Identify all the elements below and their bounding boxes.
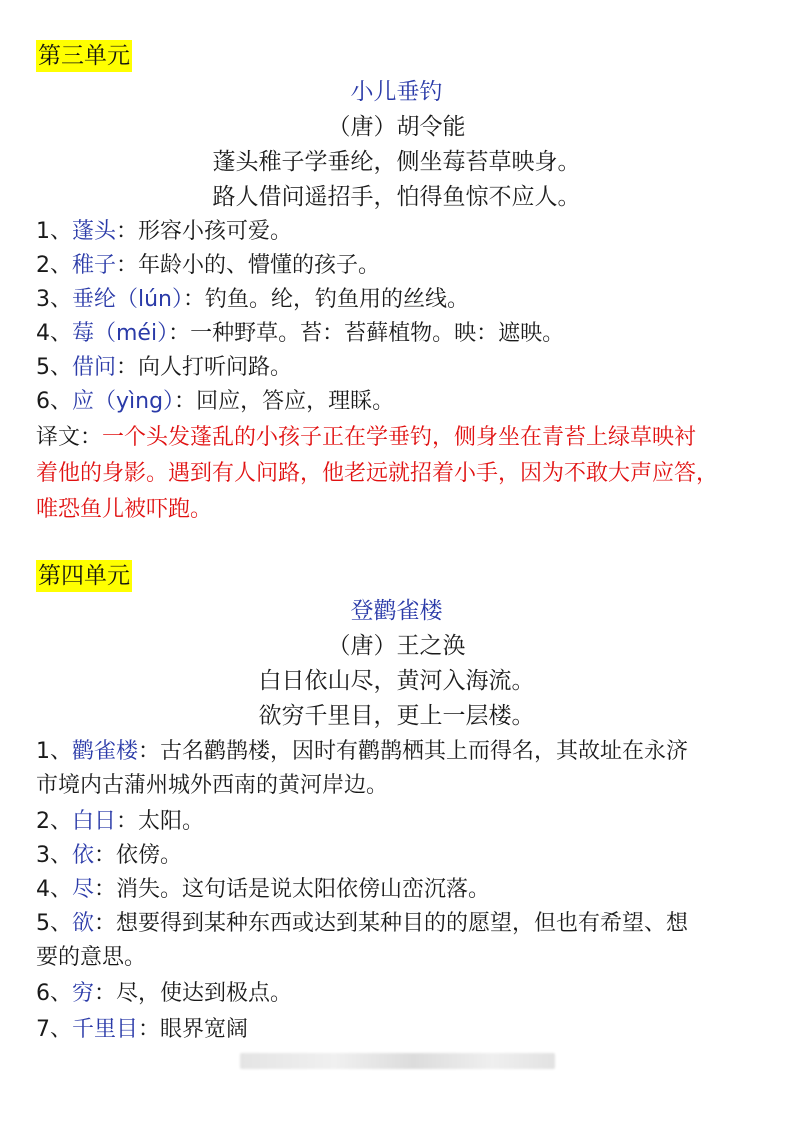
note-number: 5、 xyxy=(36,911,72,936)
note-text: 依傍。 xyxy=(116,843,183,868)
note-number: 3、 xyxy=(36,843,72,868)
unit3-note-3 xyxy=(36,282,766,318)
blurred-watermark xyxy=(240,1053,555,1069)
unit3-poem-line-1: 蓬头稚子学垂纶，侧坐莓苔草映身。 xyxy=(212,149,581,175)
note-number: 5、 xyxy=(36,355,72,380)
note-term: 莓（méi） xyxy=(72,321,169,346)
note-text: 想要得到某种东西或达到某种目的的愿望，但也有希望、想 xyxy=(116,911,689,936)
note-sep: ： xyxy=(116,809,139,834)
unit4-note-7-clipped xyxy=(36,1012,436,1042)
unit3-translation-line-2: 着他的身影。遇到有人问路，他老远就招着小手，因为不敢大声应答， xyxy=(36,461,719,486)
unit4-poem-title: 登鹳雀楼 xyxy=(350,598,443,624)
unit3-note-4 xyxy=(36,316,766,352)
note-text: 眼界宽阔 xyxy=(160,1017,249,1042)
unit4-note-1 xyxy=(36,734,766,770)
note-term: 穷 xyxy=(72,981,95,1006)
note-number: 1、 xyxy=(36,739,72,764)
note-term: 千里目 xyxy=(72,1017,139,1042)
note-term: 蓬头 xyxy=(72,219,117,244)
note-sep: ： xyxy=(183,287,206,312)
unit4-note-5 xyxy=(36,906,766,942)
unit3-note-5 xyxy=(36,350,766,386)
note-term: 应（yìng） xyxy=(72,389,175,414)
translation-text: 一个头发蓬乱的小孩子正在学垂钓，侧身坐在青苔上绿草映衬 xyxy=(102,425,697,450)
note-number: 4、 xyxy=(36,321,72,346)
note-sep: ： xyxy=(94,911,117,936)
unit4-author: （唐）王之涣 xyxy=(327,633,466,659)
note-number: 1、 xyxy=(36,219,72,244)
note-text: 消失。这句话是说太阳依傍山峦沉落。 xyxy=(116,877,491,902)
note-number: 4、 xyxy=(36,877,72,902)
note-term: 鹳雀楼 xyxy=(72,739,139,764)
unit3-poem-title: 小儿垂钓 xyxy=(350,79,443,105)
note-text: 尽，使达到极点。 xyxy=(116,981,293,1006)
note-sep: ： xyxy=(94,843,117,868)
unit4-note-1-cont: 市境内古蒲州城外西南的黄河岸边。 xyxy=(36,773,389,798)
note-text: 回应，答应，理睬。 xyxy=(196,389,395,414)
note-text: 钓鱼。纶，钓鱼用的丝线。 xyxy=(205,287,470,312)
note-sep: ： xyxy=(168,321,191,346)
translation-label: 译文： xyxy=(36,425,103,450)
note-text: 古名鹳鹊楼，因时有鹳鹊栖其上而得名，其故址在永济 xyxy=(160,739,689,764)
unit3-poem-line-2: 路人借问遥招手，怕得鱼惊不应人。 xyxy=(212,184,581,210)
note-number: 7、 xyxy=(36,1017,72,1042)
unit4-note-3 xyxy=(36,838,766,874)
unit3-note-2 xyxy=(36,248,766,284)
note-number: 2、 xyxy=(36,809,72,834)
unit4-note-7 xyxy=(36,1012,766,1048)
note-text: 太阳。 xyxy=(138,809,205,834)
unit3-note-1 xyxy=(36,214,766,250)
note-text: 向人打听问路。 xyxy=(138,355,293,380)
unit3-translation-line-3: 唯恐鱼儿被吓跑。 xyxy=(36,497,213,522)
note-text: 一种野草。苔：苔藓植物。映：遮映。 xyxy=(190,321,565,346)
unit4-note-5-cont: 要的意思。 xyxy=(36,945,147,970)
note-sep: ： xyxy=(116,355,139,380)
note-text: 形容小孩可爱。 xyxy=(138,219,293,244)
note-sep: ： xyxy=(138,1017,161,1042)
note-sep: ： xyxy=(174,389,197,414)
unit4-poem-line-1: 白日依山尽，黄河入海流。 xyxy=(258,668,535,694)
note-sep: ： xyxy=(138,739,161,764)
note-sep: ： xyxy=(94,877,117,902)
note-number: 6、 xyxy=(36,389,72,414)
note-number: 2、 xyxy=(36,253,72,278)
unit3-tag: 第三单元 xyxy=(36,40,132,72)
note-term: 垂纶（lún） xyxy=(72,287,183,312)
note-text: 年龄小的、懵懂的孩子。 xyxy=(138,253,381,278)
note-term: 欲 xyxy=(72,911,95,936)
unit4-note-6 xyxy=(36,976,766,1012)
note-term: 尽 xyxy=(72,877,95,902)
note-sep: ： xyxy=(94,981,117,1006)
unit4-note-2 xyxy=(36,804,766,840)
note-number: 3、 xyxy=(36,287,72,312)
note-number: 6、 xyxy=(36,981,72,1006)
note-term: 白日 xyxy=(72,809,117,834)
note-term: 稚子 xyxy=(72,253,117,278)
unit3-translation-line-1 xyxy=(36,420,766,456)
note-sep: ： xyxy=(116,219,139,244)
note-term: 借问 xyxy=(72,355,117,380)
note-term: 依 xyxy=(72,843,95,868)
unit3-author: （唐）胡令能 xyxy=(327,114,466,140)
unit4-tag: 第四单元 xyxy=(36,560,132,592)
note-sep: ： xyxy=(116,253,139,278)
unit4-note-4 xyxy=(36,872,766,908)
unit4-poem-line-2: 欲穷千里目，更上一层楼。 xyxy=(258,703,535,729)
unit3-note-6 xyxy=(36,384,766,420)
